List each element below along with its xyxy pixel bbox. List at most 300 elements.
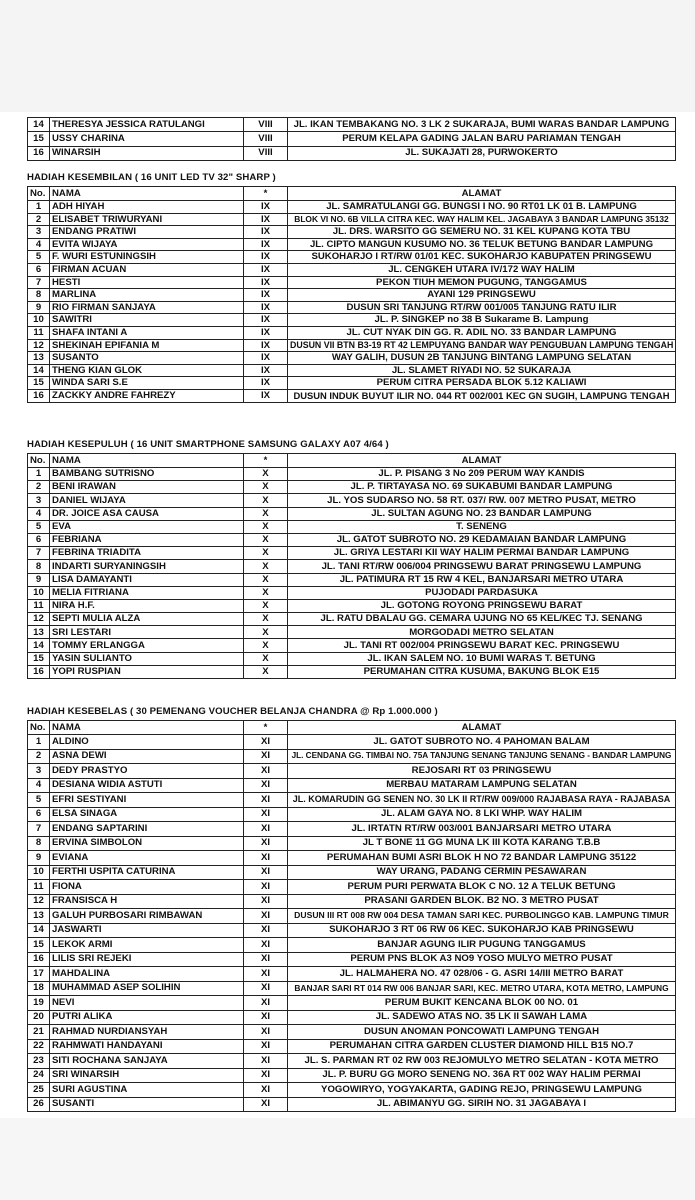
winners-table-continued xyxy=(27,117,676,161)
prize-class: X xyxy=(244,494,288,507)
prize-class: XI xyxy=(244,923,288,938)
row-number: 14 xyxy=(28,923,50,938)
prize-class: XI xyxy=(244,981,288,996)
prize-class: X xyxy=(244,560,288,573)
row-number: 1 xyxy=(28,201,50,214)
winner-name: NEVI xyxy=(50,996,244,1011)
row-number: 1 xyxy=(28,468,50,481)
row-number: 12 xyxy=(28,339,50,352)
winner-name: DR. JOICE ASA CAUSA xyxy=(50,507,244,520)
table-row xyxy=(28,652,676,665)
winner-name: RIO FIRMAN SANJAYA xyxy=(50,301,244,314)
table-row xyxy=(28,481,676,494)
winner-name: TOMMY ERLANGGA xyxy=(50,639,244,652)
top-margin xyxy=(0,0,695,112)
winner-name: F. WURI ESTUNINGSIH xyxy=(50,251,244,264)
section-title-kesembilan: HADIAH KESEMBILAN ( 16 UNIT LED TV 32" SHARP ) xyxy=(27,172,276,183)
winner-name: LISA DAMAYANTI xyxy=(50,573,244,586)
prize-class: IX xyxy=(244,276,288,289)
row-number: 3 xyxy=(28,494,50,507)
winner-name: PUTRI ALIKA xyxy=(50,1010,244,1025)
prize-class: X xyxy=(244,468,288,481)
row-number: 12 xyxy=(28,613,50,626)
row-number: 15 xyxy=(28,132,50,146)
row-number: 5 xyxy=(28,520,50,533)
prize-class: X xyxy=(244,586,288,599)
header-no: No. xyxy=(28,187,50,201)
table-row xyxy=(28,301,676,314)
row-number: 8 xyxy=(28,560,50,573)
header-alamat: ALAMAT xyxy=(288,721,676,735)
prize-class: XI xyxy=(244,778,288,793)
prize-class: IX xyxy=(244,377,288,390)
table-row xyxy=(28,865,676,880)
winner-address: JL. SADEWO ATAS NO. 35 LK II SAWAH LAMA xyxy=(288,1010,676,1025)
table-row xyxy=(28,909,676,924)
table-header-row xyxy=(28,721,676,735)
winner-name: FERTHI USPITA CATURINA xyxy=(50,865,244,880)
row-number: 20 xyxy=(28,1010,50,1025)
prize-class: XI xyxy=(244,822,288,837)
table-row xyxy=(28,276,676,289)
winner-name: NIRA H.F. xyxy=(50,599,244,612)
prize-class: XI xyxy=(244,996,288,1011)
prize-class: XI xyxy=(244,793,288,808)
winner-address: YOGOWIRYO, YOGYAKARTA, GADING REJO, PRINGSEWU LAMPUNG xyxy=(288,1083,676,1098)
winner-address: PRASANI GARDEN BLOK. B2 NO. 3 METRO PUSAT xyxy=(288,894,676,909)
prize-class: X xyxy=(244,481,288,494)
header-class: * xyxy=(244,187,288,201)
prize-class: IX xyxy=(244,238,288,251)
winner-address: JL. RATU DBALAU GG. CEMARA UJUNG NO 65 KEL/KEC TJ. SENANG xyxy=(288,613,676,626)
prize-class: XI xyxy=(244,865,288,880)
winner-name: WINDA SARI S.E xyxy=(50,377,244,390)
winner-name: LILIS SRI REJEKI xyxy=(50,952,244,967)
row-number: 9 xyxy=(28,301,50,314)
table-row xyxy=(28,851,676,866)
row-number: 1 xyxy=(28,735,50,750)
winners-table-kesepuluh xyxy=(27,453,676,679)
table-header-row xyxy=(28,454,676,468)
prize-class: X xyxy=(244,665,288,678)
winner-address: JL. GOTONG ROYONG PRINGSEWU BARAT xyxy=(288,599,676,612)
row-number: 4 xyxy=(28,778,50,793)
winner-name: SRI WINARSIH xyxy=(50,1068,244,1083)
prize-class: XI xyxy=(244,851,288,866)
table-row xyxy=(28,1010,676,1025)
winner-name: SURI AGUSTINA xyxy=(50,1083,244,1098)
table-row xyxy=(28,213,676,226)
row-number: 17 xyxy=(28,967,50,982)
winner-address: JL. TANI RT 002/004 PRINGSEWU BARAT KEC. PRINGSEWU xyxy=(288,639,676,652)
table-row xyxy=(28,494,676,507)
row-number: 4 xyxy=(28,238,50,251)
winner-name: BAMBANG SUTRISNO xyxy=(50,468,244,481)
row-number: 11 xyxy=(28,326,50,339)
prize-class: IX xyxy=(244,301,288,314)
header-class: * xyxy=(244,721,288,735)
winner-name: ERVINA SIMBOLON xyxy=(50,836,244,851)
winner-name: FRANSISCA H xyxy=(50,894,244,909)
winner-address: JL. P. TIRTAYASA NO. 69 SUKABUMI BANDAR LAMPUNG xyxy=(288,481,676,494)
prize-class: IX xyxy=(244,213,288,226)
winner-address: WAY URANG, PADANG CERMIN PESAWARAN xyxy=(288,865,676,880)
table-row xyxy=(28,981,676,996)
winners-table-kesebelas xyxy=(27,720,676,1112)
table-row xyxy=(28,389,676,402)
prize-class: XI xyxy=(244,807,288,822)
row-number: 16 xyxy=(28,146,50,160)
winner-address: JL. ALAM GAYA NO. 8 LKI WHP. WAY HALIM xyxy=(288,807,676,822)
table-row xyxy=(28,639,676,652)
winner-name: EVIANA xyxy=(50,851,244,866)
row-number: 4 xyxy=(28,507,50,520)
row-number: 16 xyxy=(28,952,50,967)
row-number: 16 xyxy=(28,389,50,402)
winner-name: MELIA FITRIANA xyxy=(50,586,244,599)
row-number: 10 xyxy=(28,865,50,880)
winner-name: RAHMAD NURDIANSYAH xyxy=(50,1025,244,1040)
winner-name: FEBRIANA xyxy=(50,533,244,546)
winner-address: JL T BONE 11 GG MUNA LK III KOTA KARANG T.B.B xyxy=(288,836,676,851)
winner-address: PERUM CITRA PERSADA BLOK 5.12 KALIAWI xyxy=(288,377,676,390)
winner-address: DUSUN INDUK BUYUT ILIR NO. 044 RT 002/001 KEC GN SUGIH, LAMPUNG TENGAH xyxy=(288,389,676,402)
table-row xyxy=(28,560,676,573)
table-row xyxy=(28,613,676,626)
winner-address: BANJAR SARI RT 014 RW 006 BANJAR SARI, KEC. METRO UTARA, KOTA METRO, LAMPUNG xyxy=(288,981,676,996)
winner-address: SUKOHARJO 3 RT 06 RW 06 KEC. SUKOHARJO KAB PRINGSEWU xyxy=(288,923,676,938)
row-number: 12 xyxy=(28,894,50,909)
row-number: 15 xyxy=(28,938,50,953)
prize-class: IX xyxy=(244,352,288,365)
section-title-kesepuluh: HADIAH KESEPULUH ( 16 UNIT SMARTPHONE SAMSUNG GALAXY A07 4/64 ) xyxy=(27,439,389,450)
table-row xyxy=(28,764,676,779)
prize-class: XI xyxy=(244,952,288,967)
winner-name: SUSANTI xyxy=(50,1097,244,1112)
table-row xyxy=(28,967,676,982)
winner-address: JL. SUKAJATI 28, PURWOKERTO xyxy=(288,146,676,160)
prize-class: XI xyxy=(244,1083,288,1098)
table-row xyxy=(28,339,676,352)
prize-class: VIII xyxy=(244,118,288,132)
row-number: 13 xyxy=(28,626,50,639)
winner-address: DUSUN VII BTN B3-19 RT 42 LEMPUYANG BANDAR WAY PENGUBUAN LAMPUNG TENGAH xyxy=(288,339,676,352)
winner-name: FIONA xyxy=(50,880,244,895)
header-no: No. xyxy=(28,454,50,468)
row-number: 10 xyxy=(28,314,50,327)
table-row xyxy=(28,1097,676,1112)
table-row xyxy=(28,807,676,822)
row-number: 5 xyxy=(28,793,50,808)
table-row xyxy=(28,923,676,938)
winner-address: JL. CENDANA GG. TIMBAI NO. 75A TANJUNG SENANG TANJUNG SENANG - BANDAR LAMPUNG xyxy=(288,749,676,764)
section-title-kesebelas: HADIAH KESEBELAS ( 30 PEMENANG VOUCHER BELANJA CHANDRA @ Rp 1.000.000 ) xyxy=(27,706,438,717)
winner-address: JL. IRTATN RT/RW 003/001 BANJARSARI METRO UTARA xyxy=(288,822,676,837)
prize-class: XI xyxy=(244,836,288,851)
table-row xyxy=(28,1039,676,1054)
winner-name: ELISABET TRIWURYANI xyxy=(50,213,244,226)
prize-class: X xyxy=(244,639,288,652)
winner-name: MAHDALINA xyxy=(50,967,244,982)
prize-class: X xyxy=(244,652,288,665)
winner-name: ENDANG SAPTARINI xyxy=(50,822,244,837)
winner-address: JL. YOS SUDARSO NO. 58 RT. 037/ RW. 007 METRO PUSAT, METRO xyxy=(288,494,676,507)
table-row xyxy=(28,938,676,953)
winner-address: DUSUN ANOMAN PONCOWATI LAMPUNG TENGAH xyxy=(288,1025,676,1040)
table-row xyxy=(28,377,676,390)
prize-class: XI xyxy=(244,1097,288,1112)
prize-class: IX xyxy=(244,364,288,377)
winner-name: SAWITRI xyxy=(50,314,244,327)
winner-address: JL. GRIYA LESTARI KII WAY HALIM PERMAI BANDAR LAMPUNG xyxy=(288,547,676,560)
winner-name: EVITA WIJAYA xyxy=(50,238,244,251)
prize-class: VIII xyxy=(244,146,288,160)
prize-class: IX xyxy=(244,263,288,276)
prize-class: XI xyxy=(244,938,288,953)
prize-class: XI xyxy=(244,749,288,764)
winner-name: ADH HIYAH xyxy=(50,201,244,214)
table-row xyxy=(28,263,676,276)
row-number: 7 xyxy=(28,822,50,837)
table-row xyxy=(28,201,676,214)
table-row xyxy=(28,364,676,377)
winner-address: JL. TANI RT/RW 006/004 PRINGSEWU BARAT PRINGSEWU LAMPUNG xyxy=(288,560,676,573)
winner-address: JL. P. PISANG 3 No 209 PERUM WAY KANDIS xyxy=(288,468,676,481)
table-row xyxy=(28,626,676,639)
row-number: 2 xyxy=(28,481,50,494)
header-nama: NAMA xyxy=(50,187,244,201)
winner-name: RAHMWATI HANDAYANI xyxy=(50,1039,244,1054)
winner-name: DESIANA WIDIA ASTUTI xyxy=(50,778,244,793)
prize-class: IX xyxy=(244,314,288,327)
winner-name: SUSANTO xyxy=(50,352,244,365)
winner-address: JL. HALMAHERA NO. 47 028/06 - G. ASRI 14/III METRO BARAT xyxy=(288,967,676,982)
header-no: No. xyxy=(28,721,50,735)
prize-class: IX xyxy=(244,289,288,302)
row-number: 15 xyxy=(28,377,50,390)
row-number: 25 xyxy=(28,1083,50,1098)
prize-class: XI xyxy=(244,880,288,895)
row-number: 10 xyxy=(28,586,50,599)
winner-address: JL. S. PARMAN RT 02 RW 003 REJOMULYO METRO SELATAN - KOTA METRO xyxy=(288,1054,676,1069)
winner-address: JL. KOMARUDIN GG SENEN NO. 30 LK II RT/RW 009/000 RAJABASA RAYA - RAJABASA xyxy=(288,793,676,808)
table-row xyxy=(28,836,676,851)
winner-name: EVA xyxy=(50,520,244,533)
prize-class: XI xyxy=(244,967,288,982)
row-number: 7 xyxy=(28,276,50,289)
table-row xyxy=(28,533,676,546)
table-row xyxy=(28,822,676,837)
winner-name: LEKOK ARMI xyxy=(50,938,244,953)
winner-address: PERUM PNS BLOK A3 NO9 YOSO MULYO METRO PUSAT xyxy=(288,952,676,967)
winner-name: MUHAMMAD ASEP SOLIHIN xyxy=(50,981,244,996)
winner-name: DANIEL WIJAYA xyxy=(50,494,244,507)
header-alamat: ALAMAT xyxy=(288,187,676,201)
header-class: * xyxy=(244,454,288,468)
winner-name: DEDY PRASTYO xyxy=(50,764,244,779)
row-number: 5 xyxy=(28,251,50,264)
winner-name: SEPTI MULIA ALZA xyxy=(50,613,244,626)
table-row xyxy=(28,118,676,132)
winner-address: DUSUN SRI TANJUNG RT/RW 001/005 TANJUNG RATU ILIR xyxy=(288,301,676,314)
row-number: 6 xyxy=(28,533,50,546)
row-number: 19 xyxy=(28,996,50,1011)
winner-name: WINARSIH xyxy=(50,146,244,160)
table-row xyxy=(28,996,676,1011)
table-row xyxy=(28,507,676,520)
row-number: 6 xyxy=(28,263,50,276)
winner-name: FIRMAN ACUAN xyxy=(50,263,244,276)
winner-address: BLOK VI NO. 6B VILLA CITRA KEC. WAY HALIM KEL. JAGABAYA 3 BANDAR LAMPUNG 35132 xyxy=(288,213,676,226)
table-header-row xyxy=(28,187,676,201)
row-number: 3 xyxy=(28,226,50,239)
table-row xyxy=(28,289,676,302)
row-number: 11 xyxy=(28,599,50,612)
table-row xyxy=(28,793,676,808)
winner-address: JL. CENGKEH UTARA IV/172 WAY HALIM xyxy=(288,263,676,276)
row-number: 2 xyxy=(28,213,50,226)
prize-class: IX xyxy=(244,226,288,239)
winner-name: BENI IRAWAN xyxy=(50,481,244,494)
prize-class: X xyxy=(244,599,288,612)
prize-class: XI xyxy=(244,1054,288,1069)
row-number: 2 xyxy=(28,749,50,764)
table-row xyxy=(28,146,676,160)
table-row xyxy=(28,880,676,895)
row-number: 26 xyxy=(28,1097,50,1112)
prize-class: IX xyxy=(244,389,288,402)
winner-name: ASNA DEWI xyxy=(50,749,244,764)
header-nama: NAMA xyxy=(50,454,244,468)
table-row xyxy=(28,1054,676,1069)
row-number: 22 xyxy=(28,1039,50,1054)
winner-address: PERUMAHAN CITRA GARDEN CLUSTER DIAMOND HILL B15 NO.7 xyxy=(288,1039,676,1054)
prize-class: XI xyxy=(244,1010,288,1025)
winner-address: REJOSARI RT 03 PRINGSEWU xyxy=(288,764,676,779)
table-row xyxy=(28,599,676,612)
winner-name: ENDANG PRATIWI xyxy=(50,226,244,239)
table-row xyxy=(28,468,676,481)
winner-address: JL. GATOT SUBROTO NO. 4 PAHOMAN BALAM xyxy=(288,735,676,750)
winner-address: JL. CIPTO MANGUN KUSUMO NO. 36 TELUK BETUNG BANDAR LAMPUNG xyxy=(288,238,676,251)
row-number: 15 xyxy=(28,652,50,665)
table-row xyxy=(28,735,676,750)
prize-class: X xyxy=(244,626,288,639)
prize-class: XI xyxy=(244,735,288,750)
winner-address: JL. SLAMET RIYADI NO. 52 SUKARAJA xyxy=(288,364,676,377)
table-row xyxy=(28,749,676,764)
winner-address: MERBAU MATARAM LAMPUNG SELATAN xyxy=(288,778,676,793)
prize-class: XI xyxy=(244,1068,288,1083)
winner-name: ELSA SINAGA xyxy=(50,807,244,822)
row-number: 14 xyxy=(28,364,50,377)
table-row xyxy=(28,352,676,365)
row-number: 3 xyxy=(28,764,50,779)
row-number: 8 xyxy=(28,836,50,851)
prize-class: X xyxy=(244,613,288,626)
table-row xyxy=(28,326,676,339)
winner-address: PERUM BUKIT KENCANA BLOK 00 NO. 01 xyxy=(288,996,676,1011)
winner-address: JL. SAMRATULANGI GG. BUNGSI I NO. 90 RT01 LK 01 B. LAMPUNG xyxy=(288,201,676,214)
winner-name: ALDINO xyxy=(50,735,244,750)
winners-table-kesembilan xyxy=(27,186,676,403)
prize-class: XI xyxy=(244,1039,288,1054)
winner-address: JL. IKAN TEMBAKANG NO. 3 LK 2 SUKARAJA, BUMI WARAS BANDAR LAMPUNG xyxy=(288,118,676,132)
row-number: 13 xyxy=(28,909,50,924)
winner-address: JL. IKAN SALEM NO. 10 BUMI WARAS T. BETUNG xyxy=(288,652,676,665)
table-row xyxy=(28,1068,676,1083)
table-row xyxy=(28,665,676,678)
prize-class: VIII xyxy=(244,132,288,146)
table-row xyxy=(28,1083,676,1098)
winner-address: JL. P. BURU GG MORO SENENG NO. 36A RT 002 WAY HALIM PERMAI xyxy=(288,1068,676,1083)
table-row xyxy=(28,238,676,251)
prize-class: XI xyxy=(244,909,288,924)
row-number: 7 xyxy=(28,547,50,560)
winner-name: MARLINA xyxy=(50,289,244,302)
row-number: 6 xyxy=(28,807,50,822)
table-row xyxy=(28,586,676,599)
winner-name: HESTI xyxy=(50,276,244,289)
winner-name: FEBRINA TRIADITA xyxy=(50,547,244,560)
prize-class: X xyxy=(244,573,288,586)
bottom-margin xyxy=(0,1118,695,1200)
winner-name: SITI ROCHANA SANJAYA xyxy=(50,1054,244,1069)
table-row xyxy=(28,251,676,264)
prize-class: XI xyxy=(244,764,288,779)
header-nama: NAMA xyxy=(50,721,244,735)
table-row xyxy=(28,314,676,327)
winner-address: PERUMAHAN CITRA KUSUMA, BAKUNG BLOK E15 xyxy=(288,665,676,678)
row-number: 8 xyxy=(28,289,50,302)
prize-class: IX xyxy=(244,201,288,214)
winner-address: MORGODADI METRO SELATAN xyxy=(288,626,676,639)
winner-address: PEKON TIUH MEMON PUGUNG, TANGGAMUS xyxy=(288,276,676,289)
winner-address: JL. CUT NYAK DIN GG. R. ADIL NO. 33 BANDAR LAMPUNG xyxy=(288,326,676,339)
winner-name: SHEKINAH EPIFANIA M xyxy=(50,339,244,352)
winner-name: ZACKKY ANDRE FAHREZY xyxy=(50,389,244,402)
winner-name: JASWARTI xyxy=(50,923,244,938)
table-row xyxy=(28,952,676,967)
winner-address: PERUM PURI PERWATA BLOK C NO. 12 A TELUK BETUNG xyxy=(288,880,676,895)
prize-class: X xyxy=(244,520,288,533)
winner-address: JL. DRS. WARSITO GG SEMERU NO. 31 KEL KUPANG KOTA TBU xyxy=(288,226,676,239)
winner-address: PERUMAHAN BUMI ASRI BLOK H NO 72 BANDAR LAMPUNG 35122 xyxy=(288,851,676,866)
winner-name: SHAFA INTANI A xyxy=(50,326,244,339)
prize-class: X xyxy=(244,533,288,546)
table-row xyxy=(28,132,676,146)
table-row xyxy=(28,778,676,793)
row-number: 9 xyxy=(28,573,50,586)
prize-class: IX xyxy=(244,326,288,339)
winner-address: JL. SULTAN AGUNG NO. 23 BANDAR LAMPUNG xyxy=(288,507,676,520)
table-row xyxy=(28,547,676,560)
prize-class: X xyxy=(244,547,288,560)
winner-name: USSY CHARINA xyxy=(50,132,244,146)
winner-name: GALUH PURBOSARI RIMBAWAN xyxy=(50,909,244,924)
prize-class: X xyxy=(244,507,288,520)
prize-class: XI xyxy=(244,1025,288,1040)
table-row xyxy=(28,894,676,909)
row-number: 18 xyxy=(28,981,50,996)
winner-name: INDARTI SURYANINGSIH xyxy=(50,560,244,573)
row-number: 21 xyxy=(28,1025,50,1040)
table-row xyxy=(28,1025,676,1040)
row-number: 11 xyxy=(28,880,50,895)
row-number: 24 xyxy=(28,1068,50,1083)
row-number: 13 xyxy=(28,352,50,365)
table-row xyxy=(28,573,676,586)
